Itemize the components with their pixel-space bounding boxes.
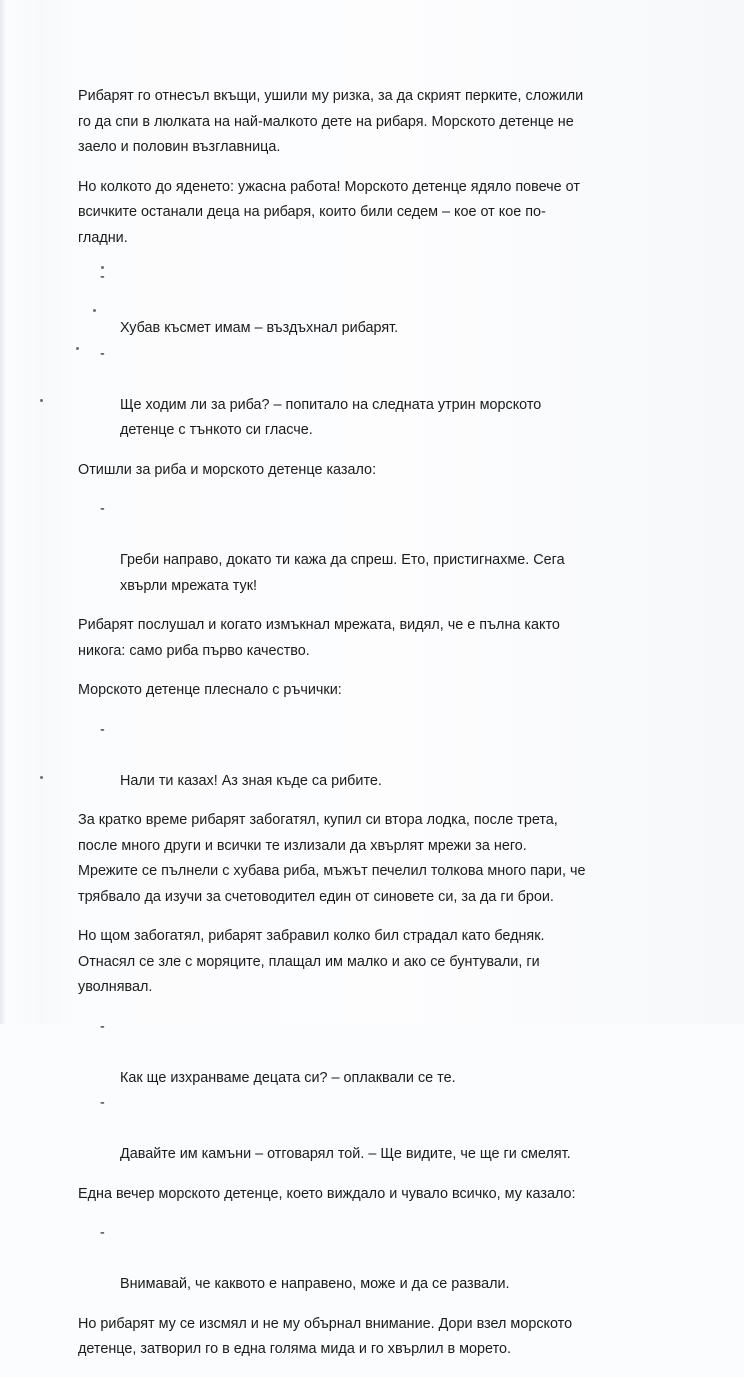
dash-marker: - (100, 345, 105, 362)
dialogue-text: Как ще изхранваме децата си? – оплаквали се те. (120, 1069, 456, 1086)
scan-speck (40, 776, 43, 779)
dialogue-list-4 (78, 1015, 678, 1168)
paragraph-8: Една вечер морското детенце, което виждало и чувало всичко, му казало: (78, 1185, 576, 1202)
dialogue-text: Внимавай, че каквото е направено, може и да се развали. (120, 1276, 510, 1292)
paragraph-9: Но рибарят му се изсмял и не му обърнал внимание. Дори взел морското детенце, затворил го в една голяма мида и го хвърлил в морето. (78, 1315, 573, 1357)
dialogue-text: Давайте им камъни – отговарял той. – Ще видите, че ще ги смелят. (120, 1146, 571, 1162)
dialogue-list-3 (78, 718, 678, 795)
dialogue-line (78, 1091, 678, 1168)
scan-speck (101, 266, 104, 269)
dialogue-list-1 (78, 265, 678, 444)
dialogue-line (78, 342, 678, 444)
dash-marker: - (100, 1095, 105, 1111)
paragraph-4: Рибарят послушал и когато измъкнал мрежата, видял, че е пълна както никога: само риба първо качество. (78, 617, 560, 659)
scan-speck (40, 399, 43, 402)
dash-marker: - (100, 721, 105, 738)
paragraph-2: Но колкото до яденето: ужасна работа! Морското детенце ядяло повече от всичките останали деца на рибаря, които били седем – кое от кое по- гладни. (78, 178, 580, 246)
paragraph-1: Рибарят го отнесъл вкъщи, ушили му ризка, за да скрият перките, сложили го да спи в люлката на най-малкото дете на рибаря. Морското детенце не заело и половин възглавница. (78, 88, 584, 155)
dialogue-list-5 (78, 1221, 678, 1298)
dialogue-line (78, 718, 678, 795)
scan-speck (93, 309, 96, 312)
document-body (78, 84, 678, 1377)
dash-marker: - (100, 269, 105, 285)
page-binding-edge (0, 0, 6, 1024)
dialogue-text: Хубав късмет имам – въздъхнал рибарят. (120, 320, 399, 336)
dialogue-line (78, 1221, 678, 1298)
dash-marker: - (100, 1225, 105, 1241)
paragraph-6: За кратко време рибарят забогатял, купил си втора лодка, после трета, после много други и всички те излизали да хвърлят мрежи за него. Мрежите се пълнели с хубава риба, мъжът печелил толкова много пари, че трябвало да изучи за счетоводител един от синовете си, за да ги брои. (78, 812, 586, 905)
dialogue-line (78, 497, 678, 599)
dialogue-line (78, 1015, 678, 1092)
paragraph-3: Отишли за риба и морското детенце казало: (78, 461, 377, 478)
paragraph-7: Но щом забогатял, рибарят забравил колко бил страдал като бедняк. Отнасял се зле с моряците, плащал им малко и ако се бунтували, ги уволнявал. (78, 928, 545, 995)
dash-marker: - (100, 1018, 105, 1035)
dialogue-text: Ще ходим ли за риба? – попитало на следната утрин морското детенце с тънкото си гласче. (120, 396, 542, 438)
dialogue-line (78, 265, 678, 342)
paragraph-5: Морското детенце плеснало с ръчички: (78, 682, 342, 698)
dialogue-text: Греби направо, докато ти кажа да спреш. Ето, пристигнахме. Сега хвърли мрежата тук! (120, 552, 565, 594)
dialogue-text: Нали ти казах! Аз зная къде са рибите. (120, 772, 382, 789)
dialogue-list-2 (78, 497, 678, 599)
scan-speck (76, 347, 79, 350)
dash-marker: - (100, 501, 105, 517)
